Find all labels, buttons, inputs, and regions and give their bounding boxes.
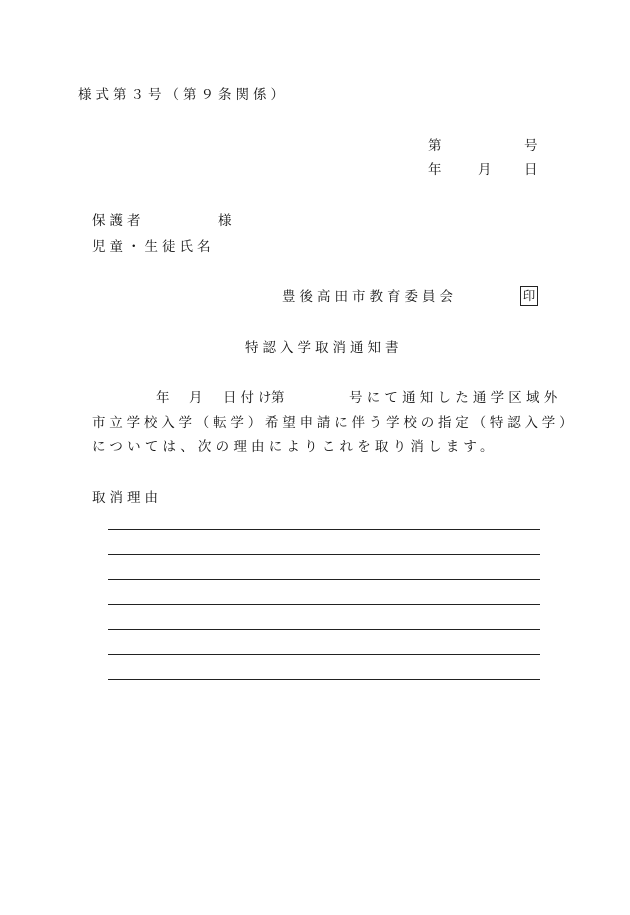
document-title: 特認入学取消通知書: [245, 340, 403, 356]
document-number-prefix: 第: [428, 138, 446, 154]
reason-line: [108, 604, 540, 605]
date-year-label: 年: [428, 162, 446, 178]
student-name-label: 児童・生徒氏名: [92, 239, 215, 255]
body-year-label: 年: [156, 390, 174, 406]
reason-line: [108, 579, 540, 580]
body-line-3: については、次の理由によりこれを取り消します。: [92, 439, 498, 455]
body-month-label: 月: [189, 390, 207, 406]
date-month-label: 月: [478, 162, 496, 178]
body-line-2: 市立学校入学（転学）希望申請に伴う学校の指定（特認入学）: [92, 415, 577, 431]
body-number-prefix: 第: [271, 390, 289, 406]
form-number: 様式第３号（第９条関係）: [78, 87, 288, 103]
reason-line: [108, 654, 540, 655]
reason-line: [108, 529, 540, 530]
body-dated-label: 日付け: [223, 390, 276, 406]
seal-stamp: 印: [520, 286, 538, 306]
date-day-label: 日: [524, 162, 542, 178]
honorific-label: 様: [218, 213, 236, 229]
reason-label: 取消理由: [92, 490, 162, 506]
reason-line: [108, 629, 540, 630]
issuer-name: 豊後高田市教育委員会: [282, 289, 457, 305]
body-line-1: 号にて通知した通学区域外: [349, 390, 562, 406]
guardian-label: 保護者: [92, 213, 145, 229]
reason-line: [108, 679, 540, 680]
document-number-suffix: 号: [524, 138, 542, 154]
reason-line: [108, 554, 540, 555]
